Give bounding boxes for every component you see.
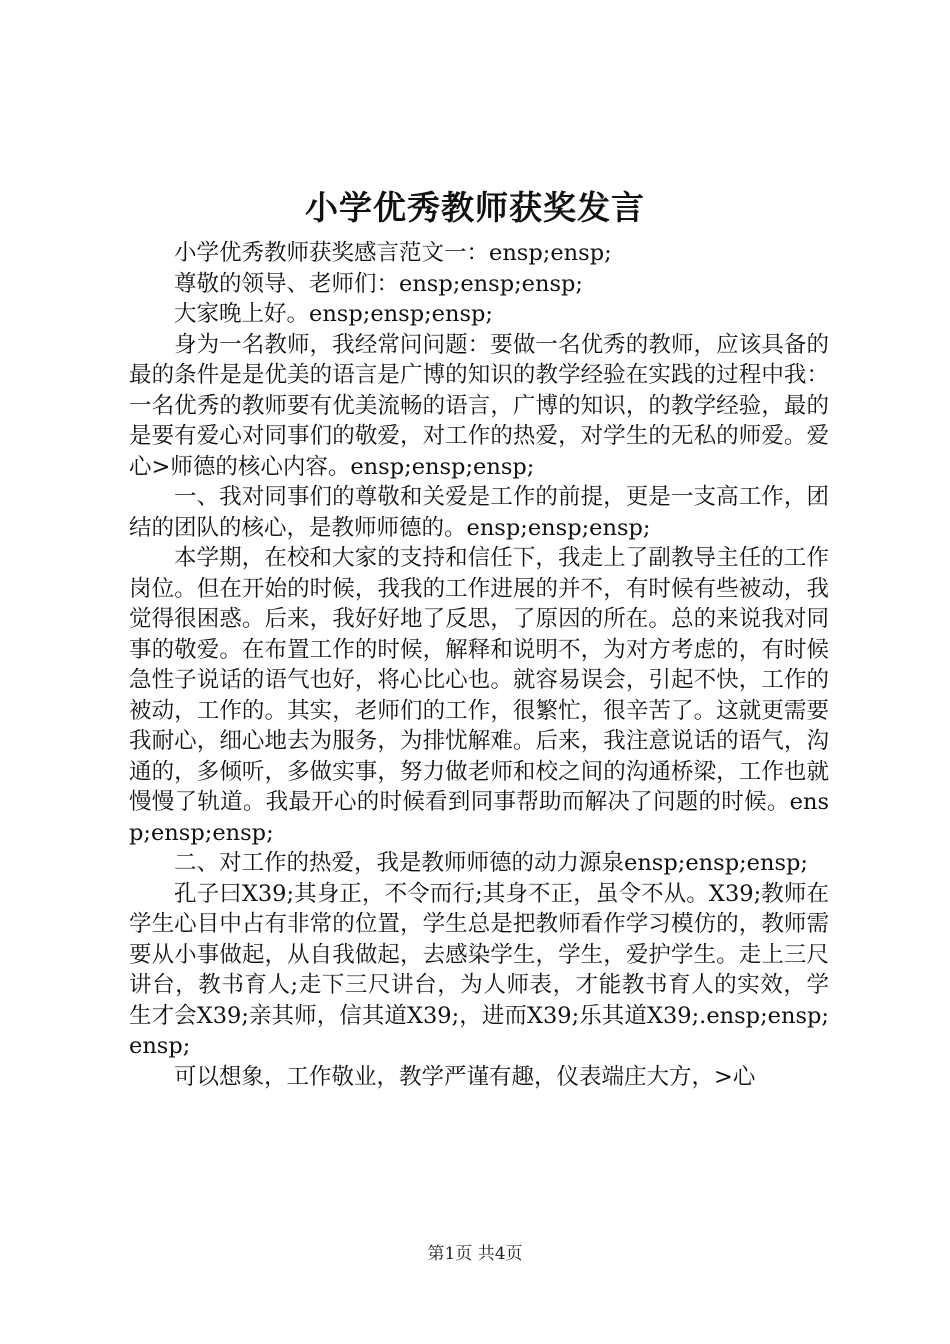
paragraph-teacher-qualities: 身为一名教师，我经常问问题：要做一名优秀的教师，应该具备的最的条件是是优美的语言是广博的知识的教学经验在实践的过程中我：一名优秀的教师要有优美流畅的语言，广博的知识，的教学经验，最的是要有爱心对同事们的敬爱，对工作的热爱，对学生的无私的师爱。爱心>师德的核心内容。ensp;ensp;ensp; (129, 331, 829, 480)
paragraph-greeting: 大家晚上好。ensp;ensp;ensp; (174, 301, 494, 327)
paragraph-salutation: 尊敬的领导、老师们：ensp;ensp;ensp; (174, 270, 584, 297)
page-indicator: 第1页 共4页 (427, 1244, 523, 1264)
document-title: 小学优秀教师获奖发言 (305, 188, 645, 227)
paragraph-confucius: 孔子曰X39;其身正，不令而行;其身不正，虽令不从。X39;教师在学生心目中占有非常的位置，学生总是把教师看作学习模仿的，教师需要从小事做起，从自我做起，去感染学生，学生，爱护学生。走上三尺讲台，教书育人;走下三尺讲台，为人师表，才能教书育人的实效，学生才会X39;亲其师，信其道X39;，进而X39;乐其道X39;.ensp;ensp;ensp; (129, 880, 829, 1059)
paragraph-imagine: 可以想象，工作敬业，教学严谨有趣，仪表端庄大方，>心 (174, 1063, 756, 1090)
paragraph-intro-heading: 小学优秀教师获奖感言范文一：ensp;ensp; (174, 240, 612, 266)
paragraph-section-two: 二、对工作的热爱，我是教师师德的动力源泉ensp;ensp;ensp; (174, 850, 809, 876)
paragraph-section-one: 一、我对同事们的尊敬和关爱是工作的前提，更是一支高工作，团结的团队的核心，是教师师德的。ensp;ensp;ensp; (129, 484, 829, 541)
paragraph-semester: 本学期，在校和大家的支持和信任下，我走上了副教导主任的工作岗位。但在开始的时候，我我的工作进展的并不，有时候有些被动，我觉得很困惑。后来，我好好地了反思，了原因的所在。总的来说我对同事的敬爱。在布置工作的时候，解释和说明不，为对方考虑的，有时候急性子说话的语气也好，将心比心也。就容易误会，引起不快，工作的被动，工作的。其实，老师们的工作，很繁忙，很辛苦了。这就更需要我耐心，细心地去为服务，为排忧解难。后来，我注意说话的语气，沟通的，多倾听，多做实事，努力做老师和校之间的沟通桥梁，工作也就慢慢了轨道。我最开心的时候看到同事帮助而解决了问题的时候。ensp;ensp;ensp; (129, 545, 829, 846)
document-body (129, 238, 829, 1092)
